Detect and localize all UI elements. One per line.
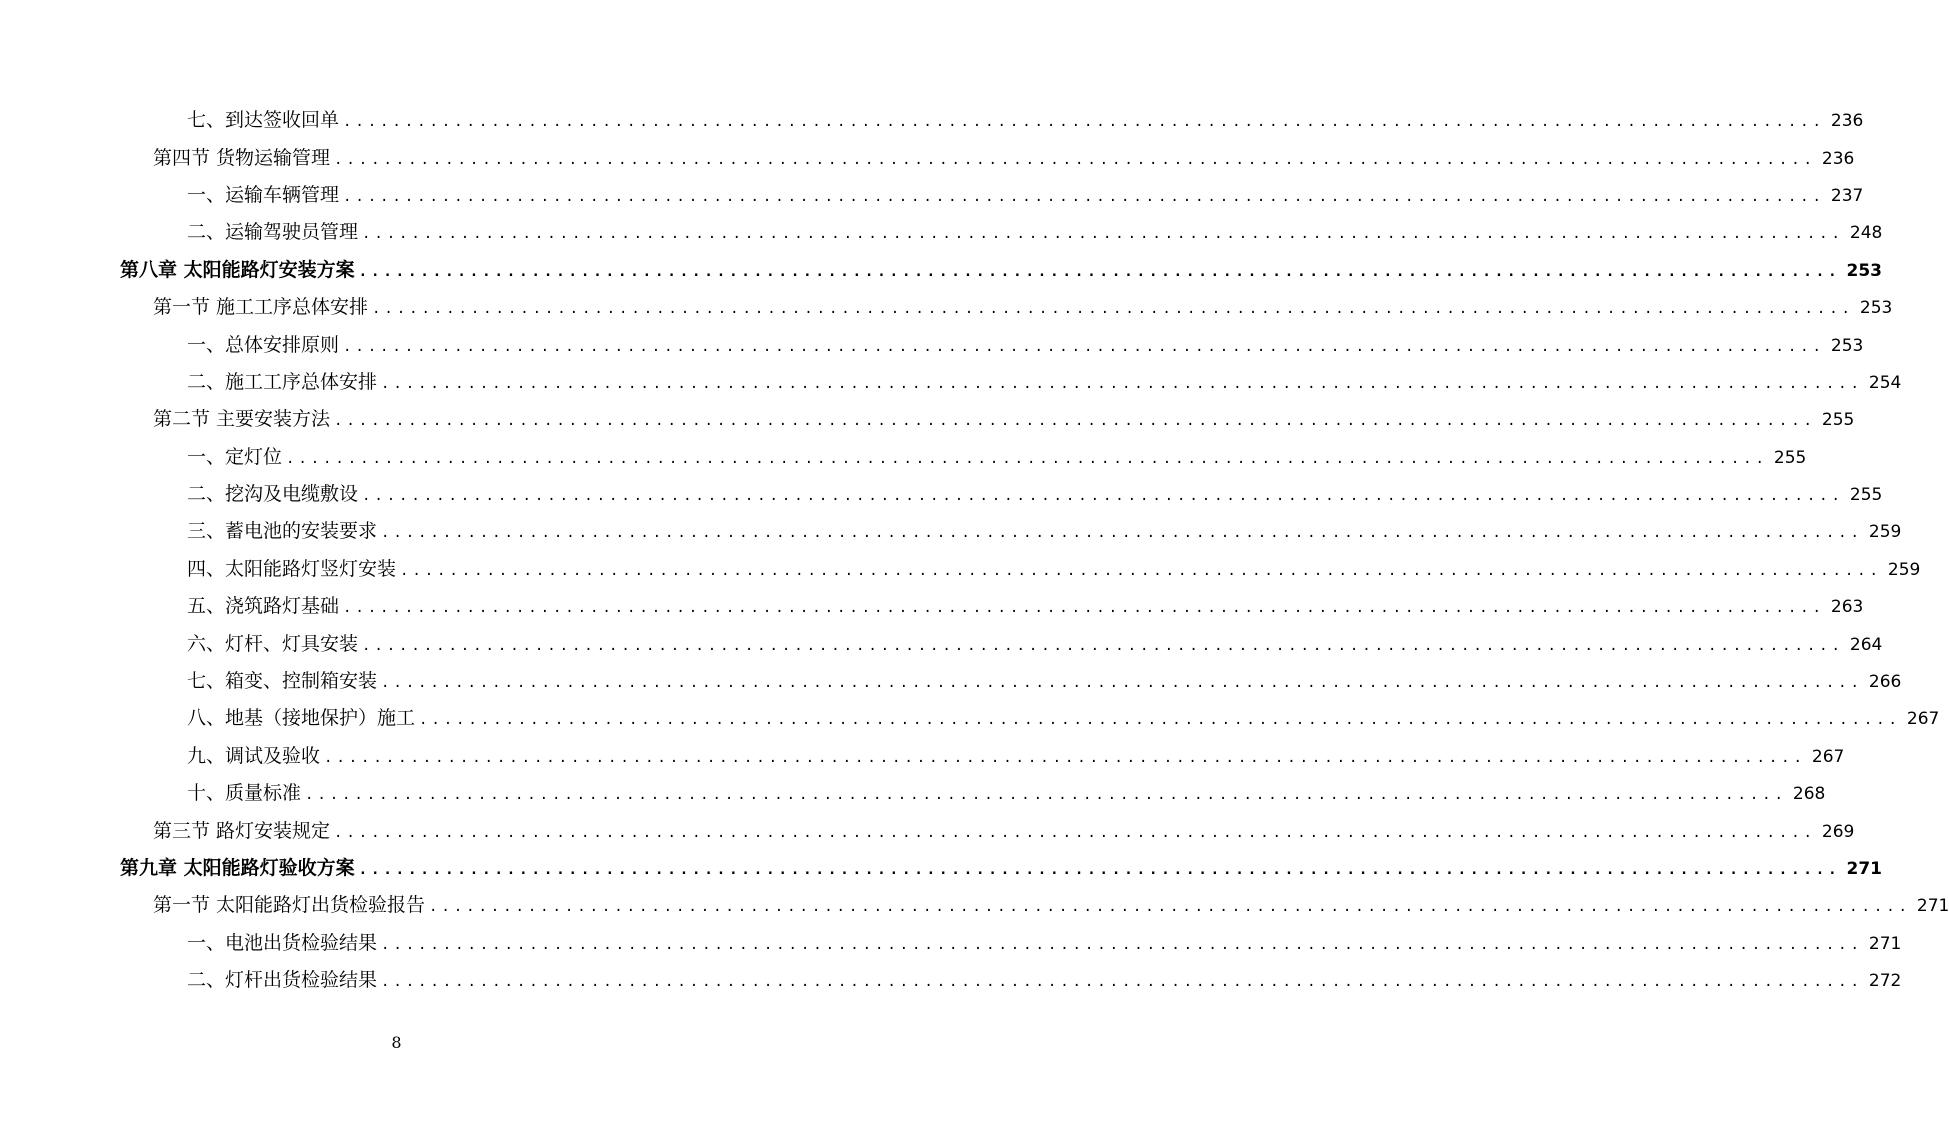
- toc-entry: [0, 362, 1902, 399]
- toc-entry-title: 第二节 主要安装方法: [153, 408, 331, 431]
- toc-entry-page: 255: [1849, 485, 1883, 506]
- toc-entry-line: [187, 442, 1807, 469]
- toc-leader-dots: ........................................................................................................................: [429, 899, 1911, 916]
- toc-entry-line: [187, 703, 1940, 730]
- toc-entry-title: 九、调试及验收: [187, 744, 321, 767]
- toc-entry-title: 第一节 太阳能路灯出货检验报告: [153, 894, 426, 917]
- toc-entry: [0, 511, 1902, 548]
- toc-entry-line: [187, 479, 1883, 506]
- toc-leader-dots: ........................................................................................................................: [400, 562, 1882, 579]
- toc-entry-title: 一、运输车辆管理: [187, 183, 340, 206]
- toc-entry: [0, 623, 1883, 660]
- toc-entry-page: 266: [1868, 672, 1902, 693]
- toc-entry-line: [120, 853, 1882, 880]
- toc-entry-page: 253: [1859, 298, 1893, 319]
- toc-leader-dots: ........................................................................................................................: [286, 450, 1768, 467]
- toc-entry-page: 264: [1849, 634, 1883, 655]
- toc-entry-title: 七、箱变、控制箱安装: [187, 670, 378, 693]
- toc-entry: [0, 698, 1940, 735]
- toc-entry-page: 271: [1916, 896, 1949, 917]
- toc-entry-title: 十、质量标准: [187, 782, 302, 805]
- toc-entry-line: [187, 105, 1864, 132]
- toc-entry-title: 一、定灯位: [187, 445, 283, 468]
- toc-entry: [0, 773, 1826, 810]
- toc-entry: [0, 586, 1864, 623]
- toc-leader-dots: ........................................................................................................................: [343, 188, 1825, 205]
- toc-entry-title: 第四节 货物运输管理: [153, 146, 331, 169]
- toc-entry-page: 268: [1792, 784, 1826, 805]
- toc-entry-page: 236: [1830, 111, 1864, 132]
- toc-entry: [0, 885, 1949, 922]
- toc-entry: [0, 437, 1807, 474]
- toc-entry-page: 236: [1821, 148, 1855, 169]
- toc-entry-line: [153, 890, 1949, 917]
- toc-entry-line: [153, 143, 1855, 170]
- toc-entry-title: 一、电池出货检验结果: [187, 931, 378, 954]
- toc-leader-dots: ........................................................................................................................: [305, 787, 1787, 804]
- toc-leader-dots: ........................................................................................................................: [334, 151, 1816, 168]
- toc-entry-line: [153, 292, 1893, 319]
- toc-entry: [0, 736, 1845, 773]
- toc-leader-dots: ........................................................................................................................: [381, 936, 1863, 953]
- toc-leader-dots: ........................................................................................................................: [419, 712, 1901, 729]
- toc-leader-dots: ........................................................................................................................: [362, 488, 1844, 505]
- toc-entry: [0, 175, 1864, 212]
- toc-entry-line: [187, 965, 1902, 992]
- toc-entry-title: 五、浇筑路灯基础: [187, 595, 340, 618]
- toc-entry-title: 二、灯杆出货检验结果: [187, 969, 378, 992]
- toc-entry-line: [187, 217, 1883, 244]
- toc-entry: [0, 287, 1893, 324]
- toc-leader-dots: ........................................................................................................................: [362, 226, 1844, 243]
- toc-entry-title: 第三节 路灯安装规定: [153, 819, 331, 842]
- toc-entry: [0, 212, 1883, 249]
- toc-entry: [0, 250, 1882, 287]
- toc-entry: [0, 848, 1882, 885]
- toc-leader-dots: ........................................................................................................................: [381, 375, 1863, 392]
- toc-entry-line: [187, 928, 1902, 955]
- toc-entry: [0, 474, 1883, 511]
- toc-entry-title: 七、到达签收回单: [187, 109, 340, 132]
- toc-entry: [0, 137, 1855, 174]
- toc-leader-dots: ........................................................................................................................: [334, 413, 1816, 430]
- toc-entry-page: 253: [1830, 335, 1864, 356]
- toc-entry-page: 271: [1868, 933, 1902, 954]
- toc-entry-title: 八、地基（接地保护）施工: [187, 707, 416, 730]
- toc-entry-title: 三、蓄电池的安装要求: [187, 520, 378, 543]
- toc-leader-dots: ........................................................................................................................: [358, 862, 1841, 878]
- toc-entry: [0, 960, 1902, 997]
- toc-leader-dots: ........................................................................................................................: [381, 525, 1863, 542]
- toc-entry: [0, 100, 1864, 137]
- toc-entry-line: [187, 180, 1864, 207]
- toc-leader-dots: ........................................................................................................................: [381, 974, 1863, 991]
- toc-entry-line: [153, 404, 1855, 431]
- toc-entry-line: [187, 741, 1845, 768]
- toc-entry-title: 第九章 太阳能路灯验收方案: [120, 857, 355, 879]
- toc-entry: [0, 324, 1864, 361]
- toc-entry-title: 六、灯杆、灯具安装: [187, 632, 359, 655]
- toc-entry-line: [187, 554, 1921, 581]
- toc-entry-title: 第八章 太阳能路灯安装方案: [120, 258, 355, 281]
- toc-entry-title: 二、运输驾驶员管理: [187, 221, 359, 244]
- toc-leader-dots: ........................................................................................................................: [324, 749, 1806, 766]
- toc-entry-line: [153, 816, 1855, 843]
- toc-entry-page: 267: [1811, 746, 1845, 767]
- toc-entry: [0, 923, 1902, 960]
- toc-entry-line: [187, 778, 1826, 805]
- toc-entry-page: 248: [1849, 223, 1883, 244]
- toc-entry-page: 253: [1846, 260, 1882, 281]
- toc-entry-title: 第一节 施工工序总体安排: [153, 296, 369, 319]
- toc-entry-page: 255: [1773, 447, 1807, 468]
- toc-leader-dots: ........................................................................................................................: [343, 338, 1825, 355]
- table-of-contents: [0, 100, 1949, 997]
- toc-leader-dots: ........................................................................................................................: [358, 263, 1841, 280]
- toc-entry-page: 271: [1846, 859, 1882, 879]
- toc-leader-dots: ........................................................................................................................: [362, 637, 1844, 654]
- toc-entry-title: 一、总体安排原则: [187, 333, 340, 356]
- toc-entry-title: 二、施工工序总体安排: [187, 370, 378, 393]
- toc-entry-line: [187, 666, 1902, 693]
- toc-entry-line: [187, 591, 1864, 618]
- toc-entry-line: [187, 330, 1864, 357]
- toc-leader-dots: ........................................................................................................................: [381, 675, 1863, 692]
- toc-entry-line: [120, 255, 1882, 282]
- toc-entry-line: [187, 516, 1902, 543]
- toc-entry-page: 254: [1868, 372, 1902, 393]
- toc-entry-title: 四、太阳能路灯竖灯安装: [187, 557, 397, 580]
- toc-entry-page: 269: [1821, 821, 1855, 842]
- toc-entry: [0, 549, 1921, 586]
- toc-leader-dots: ........................................................................................................................: [334, 824, 1816, 841]
- toc-entry-line: [187, 629, 1883, 656]
- toc-leader-dots: ........................................................................................................................: [343, 600, 1825, 617]
- toc-entry-page: 259: [1887, 559, 1921, 580]
- toc-entry-page: 259: [1868, 522, 1902, 543]
- toc-entry-page: 263: [1830, 597, 1864, 618]
- toc-entry-page: 255: [1821, 410, 1855, 431]
- toc-entry-line: [187, 367, 1902, 394]
- toc-leader-dots: ........................................................................................................................: [343, 114, 1825, 131]
- toc-entry: [0, 399, 1855, 436]
- toc-entry-page: 237: [1830, 185, 1864, 206]
- toc-entry: [0, 810, 1855, 847]
- page-number: 8: [391, 1033, 402, 1052]
- toc-entry-title: 二、挖沟及电缆敷设: [187, 483, 359, 506]
- toc-entry-page: 272: [1868, 971, 1902, 992]
- toc-entry-page: 267: [1906, 709, 1940, 730]
- toc-leader-dots: ........................................................................................................................: [372, 301, 1854, 318]
- toc-entry: [0, 661, 1902, 698]
